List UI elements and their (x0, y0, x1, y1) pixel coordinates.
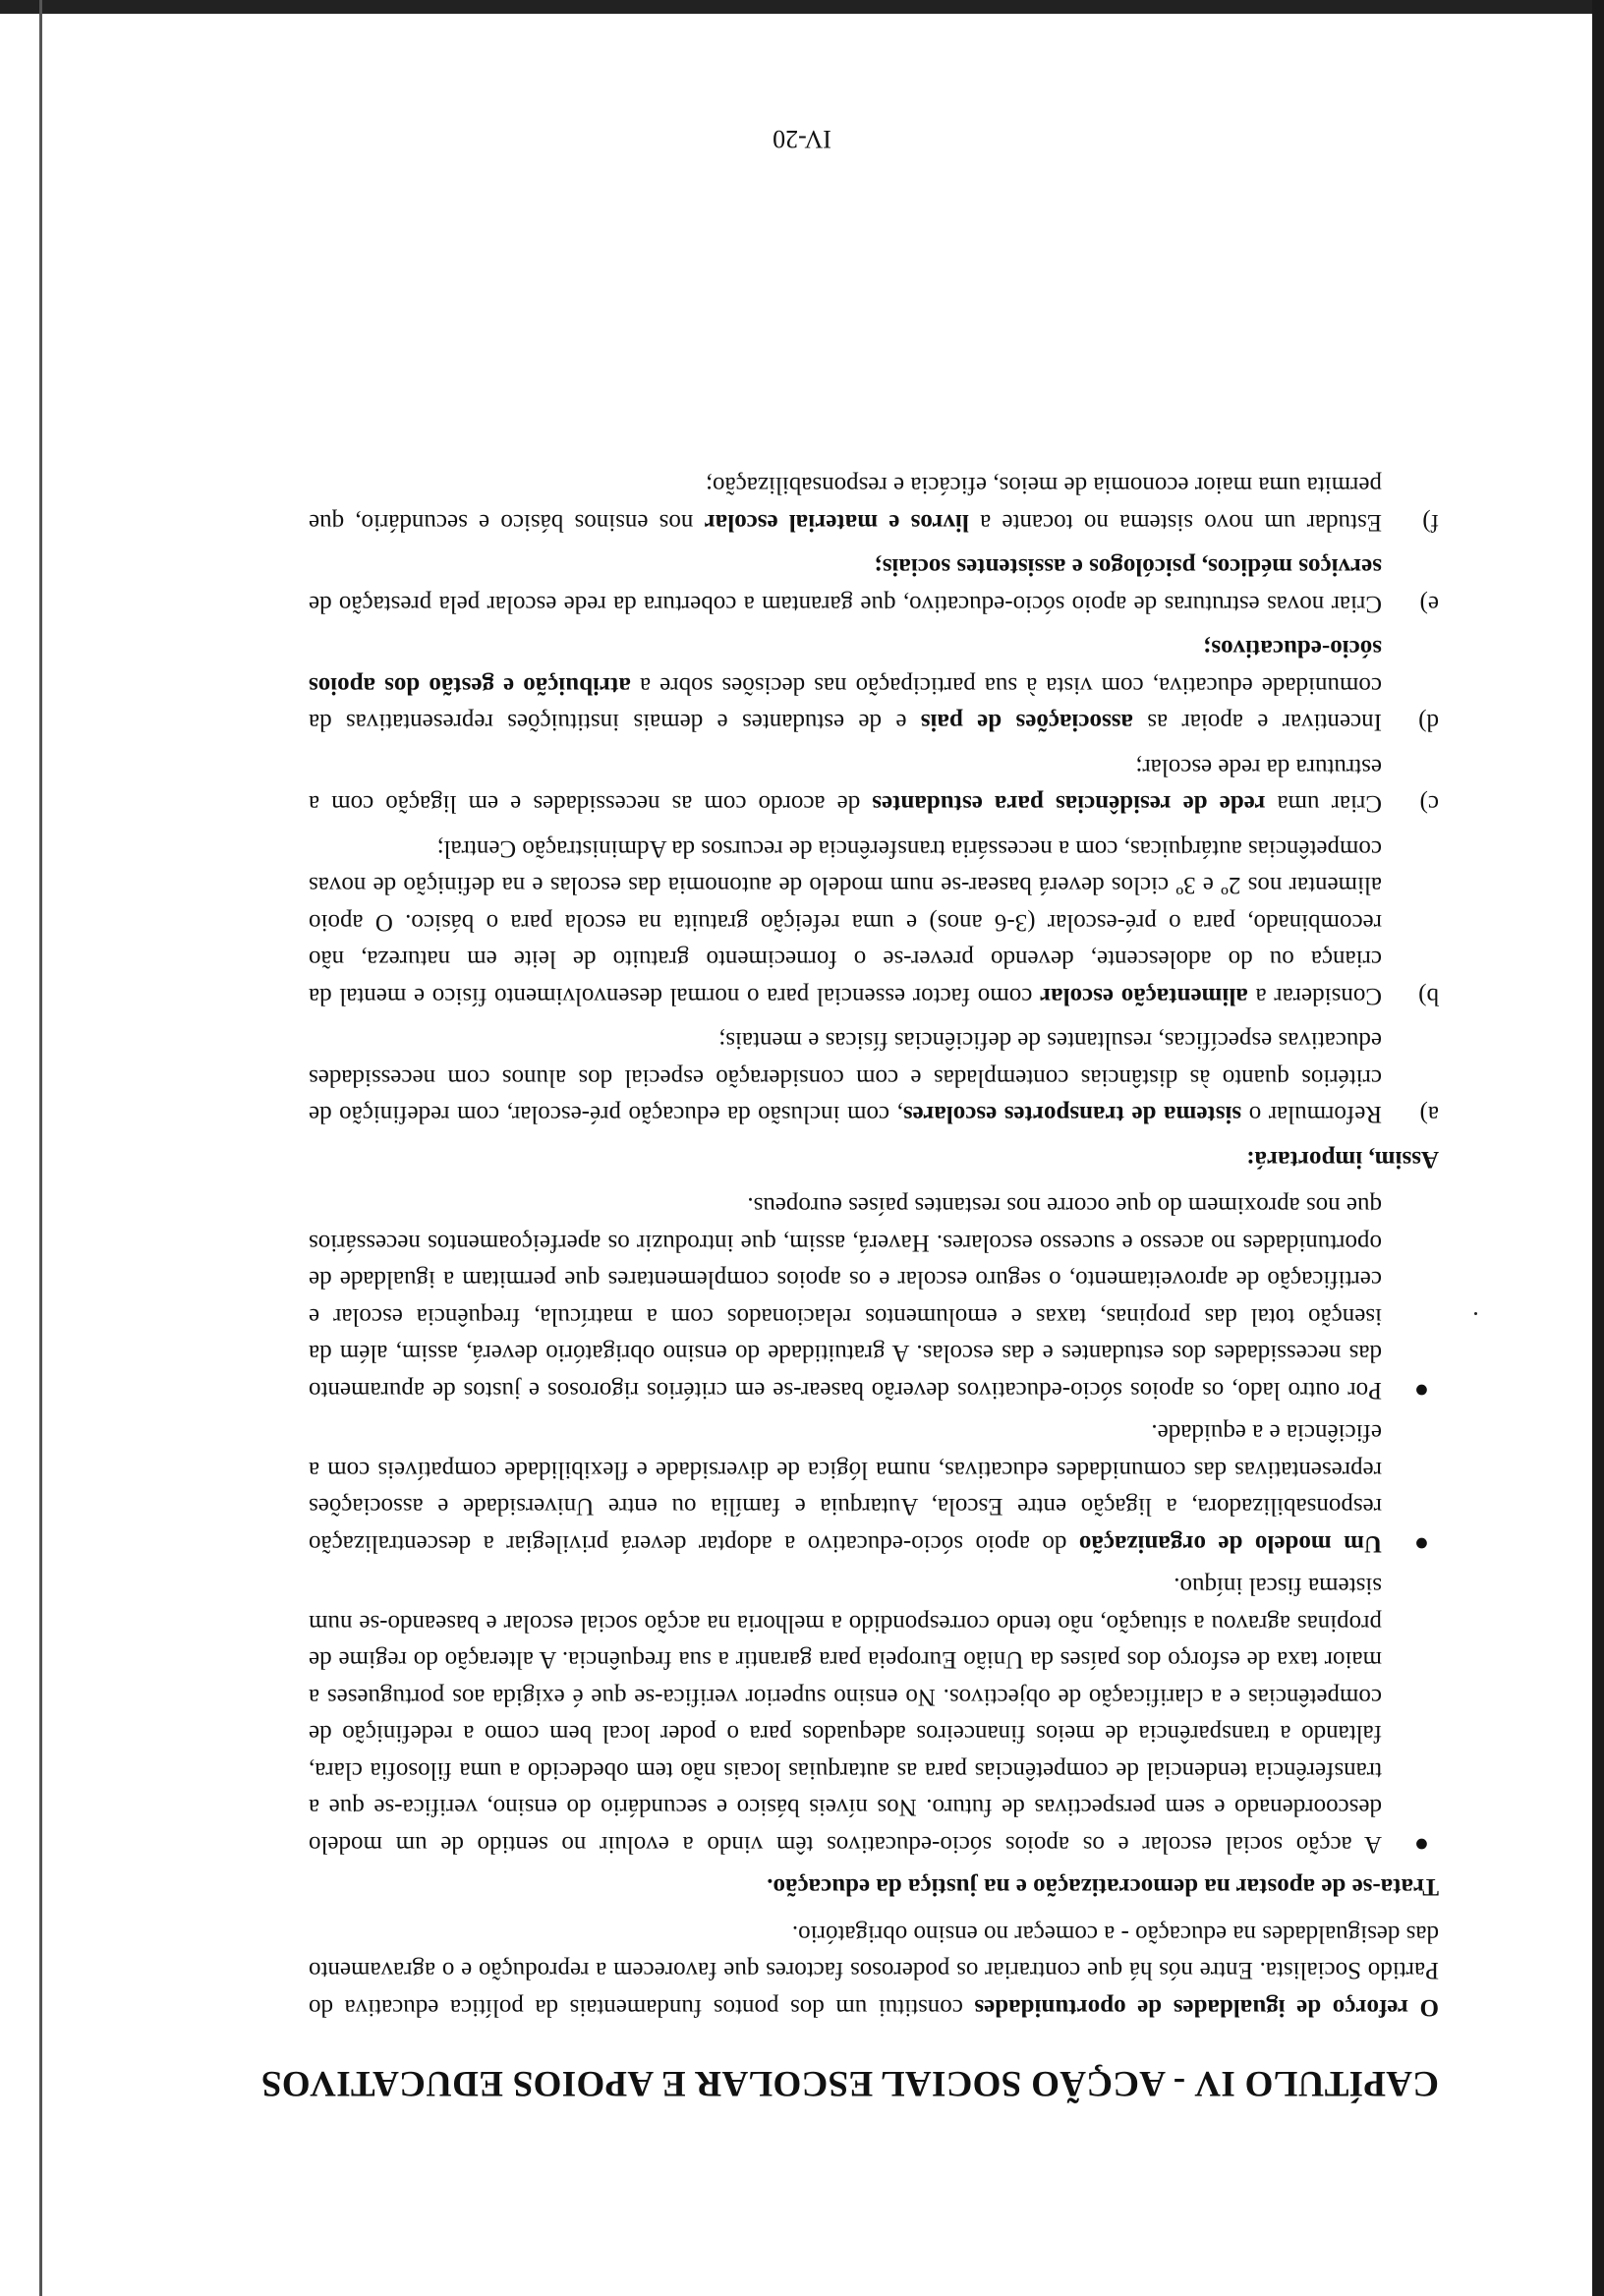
item-bold: atribuição e gestão dos apoios sócio-educativos; (309, 635, 1382, 699)
item-text: de acordo com as necessidades e em ligação com a estrutura da rede escolar; (309, 754, 1382, 818)
bullet-icon: ● (1413, 1530, 1429, 1557)
list-item-label: f) (1422, 509, 1439, 536)
list-item-d (309, 630, 1439, 741)
bullet-paragraph (309, 1414, 1439, 1562)
item-bold: sistema de transportes escolares (902, 1101, 1242, 1128)
item-bold: livros e material escolar (704, 509, 969, 536)
list-item-label: e) (1419, 591, 1439, 617)
list-item-label: a) (1419, 1101, 1439, 1128)
intro-bold-lead: O reforço de igualdades de oportunidades (974, 1994, 1439, 2021)
item-text: Incentivar e apoiar as (1132, 709, 1382, 736)
bullet-bold-lead: Um modelo de organização (1078, 1530, 1382, 1557)
item-text: , com inclusão da educação pré-escolar, com redefinição de critérios quanto às distâncias contempladas e com consideração especial dos alunos com necessidades educativas específicas, resultantes de deficiências físicas e mentais; (308, 1027, 1382, 1128)
item-text: Criar novas estruturas de apoio sócio-educativo, que garantam a cobertura da rede escolar pela prestação de (309, 591, 1382, 617)
bullet-text: Por outro lado, os apoios sócio-educativos deverão basear-se em critérios rigorosos e justos de apuramento das necessidades dos estudantes e das escolas. A gratuitidade do ensino obrigatório deverá, assim, além da isenção total das propinas, taxas e emolumentos relacionados com a matrícula, frequência escolar e certificação de aproveitamento, o seguro escolar e os apoios complementares que permitam a igualdade de oportunidades no acesso e sucesso escolares. Haverá, assim, que introduzir os aperfeiçoamentos necessários que nos aproximem do que ocorre nos restantes países europeus. (309, 1192, 1382, 1404)
bullet-text: do apoio sócio-educativo a adoptar deverá privilegiar a descentralização responsabilizadora, a ligação entre Escola, Autarquia e família ou entre Universidade e associações representativas das comunidades educativas, numa lógica de diversidade e flexibilidade compatíveis com a eficiência e a equidade. (309, 1419, 1382, 1557)
list-item-label: b) (1418, 983, 1439, 1009)
item-text: Reformular o (1241, 1101, 1382, 1128)
list-lead-in: Assim, importará: (1246, 1146, 1439, 1173)
list-item-f (309, 467, 1439, 541)
item-text: e de estudantes e demais instituições representativas da comunidade educativa, com vista à sua participação nas decisões sobre a (308, 672, 1382, 736)
list-item-a (309, 1022, 1439, 1133)
item-text: como factor essencial para o normal desenvolvimento físico e mental da criança ou do adolescente, devendo prever-se o fornecimento gratuito de leite em natureza, não recombinado, para o pré-escolar (3-6 anos) e uma refeição gratuita na escola para o básico. O apoio alimentar nos 2º e 3º ciclos deverá basear-se num modelo de autonomia das escolas e na definição de novas competências autárquicas, com a necessária transferência de recursos da Administração Central; (309, 835, 1382, 1009)
intro-paragraph (309, 1916, 1439, 2027)
list-item-e (309, 548, 1439, 622)
bullet-paragraph (309, 1187, 1439, 1408)
bullet-text: A acção social escolar e os apoios sócio-educativos têm vindo a evoluir no sentido de um modelo descoordenado e sem perspectivas de futuro. Nos níveis básico e secundário do ensino, verifica-se que a transferência tendencial de competências para as autarquias locais não tem obedecido a uma filosofia clara, faltando a transparência de meios financeiros adequados para o poder local bem como a redefinição de competências e a clarificação de objectivos. No ensino superior verifica-se que é exigida aos portugueses a maior taxa de esforço dos países da União Europeia para garantir a sua frequência. A alteração do regime de propinas agravou a situação, não tendo correspondido a melhoria na acção social escolar e baseando-se num sistema fiscal iníquo. (309, 1573, 1382, 1858)
item-bold: serviços médicos, psicólogos e assistentes sociais; (874, 553, 1382, 581)
list-item-label: d) (1418, 709, 1439, 736)
list-item-label: c) (1419, 790, 1439, 818)
page-content (260, 467, 1439, 2104)
item-bold: rede de residências para estudantes (872, 790, 1266, 818)
page-number: IV-20 (773, 125, 831, 153)
chapter-title: CAPÍTULO IV - ACÇÃO SOCIAL ESCOLAR E APOIOS EDUCATIVOS (260, 2063, 1439, 2103)
list-item-b (309, 831, 1439, 1015)
item-bold: associações de pais (920, 709, 1133, 736)
bullet-icon: ● (1413, 1377, 1429, 1404)
bullet-icon: ● (1413, 1831, 1429, 1858)
list-item-c (309, 749, 1439, 823)
item-bold: alimentação escolar (1040, 983, 1248, 1009)
intro-text: constitui um dos pontos fundamentais da política educativa do Partido Socialista. Entre nós há que contrariar os poderosos factores que favorecem a reprodução e o agravamento das desigualdades na educação - a começar no ensino obrigatório. (309, 1921, 1439, 2021)
intro-closing: Trata-se de apostar na democratização e na justiça da educação. (767, 1873, 1439, 1901)
item-text: Considerar a (1247, 983, 1382, 1009)
item-text: nos ensinos básico e secundário, que permita uma maior economia de meios, eficácia e responsabilização; (308, 472, 1382, 536)
item-text: Criar uma (1265, 790, 1382, 818)
item-text: Estudar um novo sistema no tocante a (968, 509, 1382, 536)
bullet-paragraph (309, 1568, 1439, 1863)
